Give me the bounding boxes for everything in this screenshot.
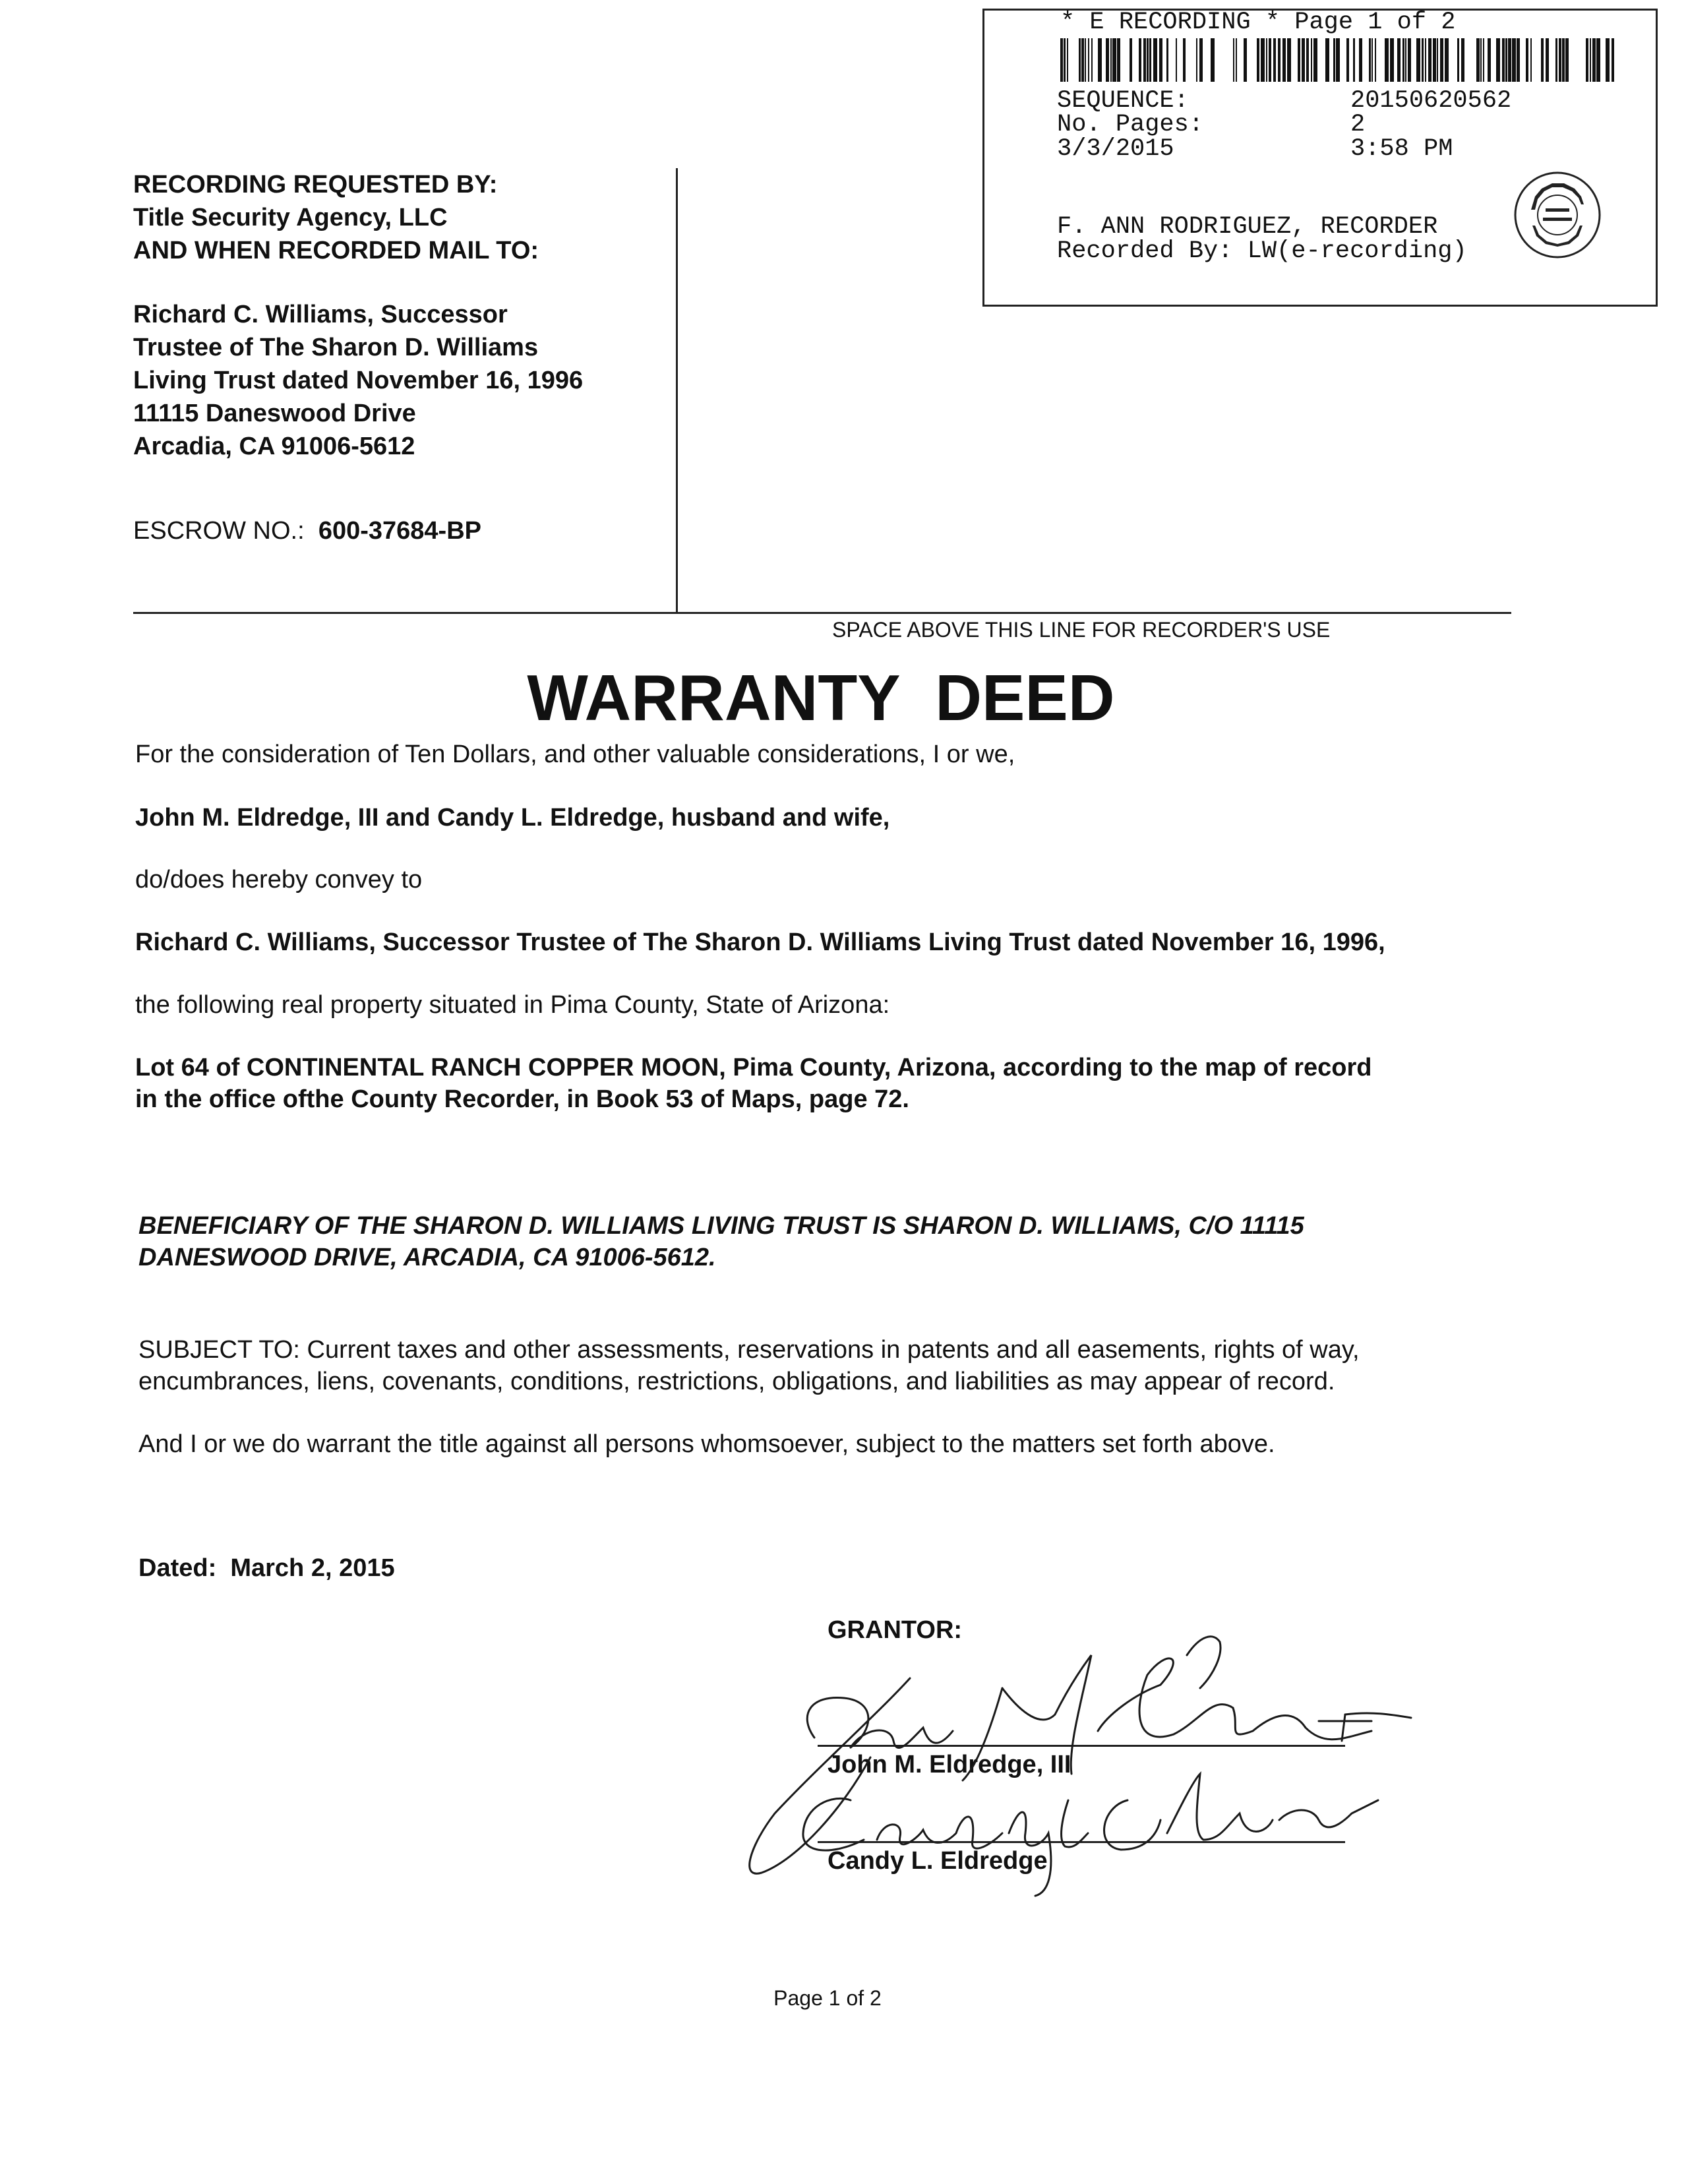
beneficiary-line: DANESWOOD DRIVE, ARCADIA, CA 91006-5612. bbox=[138, 1244, 716, 1271]
signer-name-1: John M. Eldredge, III bbox=[828, 1751, 1071, 1778]
mail-to-label: AND WHEN RECORDED MAIL TO: bbox=[133, 237, 539, 264]
beneficiary-line: BENEFICIARY OF THE SHARON D. WILLIAMS LIVING TRUST IS SHARON D. WILLIAMS, C/O 11115 bbox=[138, 1212, 1304, 1240]
mail-to-address-line: Richard C. Williams, Successor bbox=[133, 301, 508, 328]
subject-to-line: SUBJECT TO: Current taxes and other assessments, reservations in patents and all easements, rights of way, bbox=[138, 1336, 1360, 1364]
convey-text: do/does hereby convey to bbox=[135, 866, 423, 894]
sequence-label: SEQUENCE: bbox=[1057, 87, 1189, 115]
sequence-value: 20150620562 bbox=[1350, 87, 1512, 115]
mail-to-address-line: Living Trust dated November 16, 1996 bbox=[133, 367, 584, 394]
escrow-value: 600-37684-BP bbox=[318, 517, 481, 545]
warranty-text: And I or we do warrant the title against all persons whomsoever, subject to the matters set forth above. bbox=[138, 1430, 1275, 1458]
handwritten-signature-candy bbox=[791, 1741, 1385, 1899]
pages-value: 2 bbox=[1350, 111, 1366, 138]
legal-description-line: in the office ofthe County Recorder, in Book 53 of Maps, page 72. bbox=[135, 1085, 909, 1113]
recorder-space-divider bbox=[133, 612, 1511, 614]
county-recorder-seal-icon bbox=[1513, 170, 1602, 260]
recorders-use-note: SPACE ABOVE THIS LINE FOR RECORDER'S USE bbox=[832, 618, 1331, 642]
barcode bbox=[1060, 38, 1615, 82]
dated-line: Dated: March 2, 2015 bbox=[138, 1554, 395, 1582]
page-number: Page 1 of 2 bbox=[773, 1986, 882, 2010]
grantor-label: GRANTOR: bbox=[828, 1616, 963, 1644]
vertical-divider bbox=[676, 168, 678, 614]
recording-date: 3/3/2015 bbox=[1057, 135, 1174, 163]
recording-requested-label: RECORDING REQUESTED BY: bbox=[133, 171, 498, 198]
subject-to-line: encumbrances, liens, covenants, conditions, restrictions, obligations, and liabilities as may appear of record. bbox=[138, 1368, 1335, 1395]
mail-to-address-line: 11115 Daneswood Drive bbox=[133, 400, 416, 427]
mail-to-address-line: Trustee of The Sharon D. Williams bbox=[133, 334, 539, 361]
escrow-label: ESCROW NO.: bbox=[133, 517, 305, 545]
recording-time: 3:58 PM bbox=[1350, 135, 1453, 163]
recording-header: * E RECORDING * Page 1 of 2 bbox=[1060, 9, 1456, 36]
pages-label: No. Pages: bbox=[1057, 111, 1204, 138]
property-intro-text: the following real property situated in Pima County, State of Arizona: bbox=[135, 991, 890, 1019]
mail-to-address-line: Arcadia, CA 91006-5612 bbox=[133, 433, 415, 460]
grantors-text: John M. Eldredge, III and Candy L. Eldredge, husband and wife, bbox=[135, 804, 890, 832]
requesting-agency: Title Security Agency, LLC bbox=[133, 204, 448, 231]
legal-description-line: Lot 64 of CONTINENTAL RANCH COPPER MOON, Pima County, Arizona, according to the map of record bbox=[135, 1054, 1372, 1081]
escrow-number bbox=[133, 514, 481, 547]
signer-name-2: Candy L. Eldredge bbox=[828, 1847, 1048, 1875]
recorder-name: F. ANN RODRIGUEZ, RECORDER bbox=[1057, 213, 1438, 241]
recorded-by: Recorded By: LW(e-recording) bbox=[1057, 237, 1467, 265]
consideration-text: For the consideration of Ten Dollars, and other valuable considerations, I or we, bbox=[135, 741, 1015, 768]
document-title: WARRANTY DEED bbox=[527, 661, 1115, 734]
grantee-text: Richard C. Williams, Successor Trustee of The Sharon D. Williams Living Trust dated November 16, 1996, bbox=[135, 928, 1385, 956]
